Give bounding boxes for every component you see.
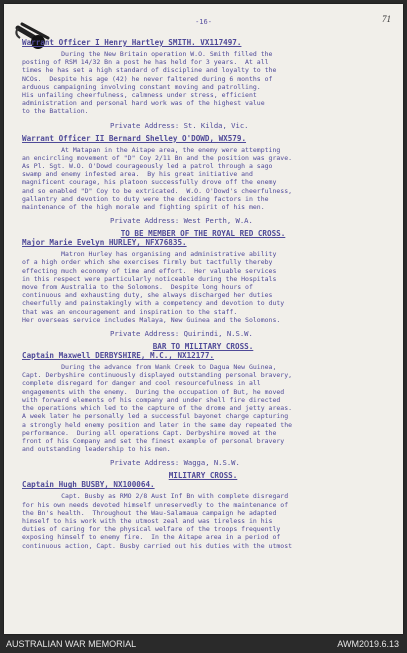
citation-section — [22, 238, 384, 338]
archive-footer — [0, 637, 407, 653]
award-heading: MILITARY CROSS. — [168, 471, 238, 481]
corner-annotation: 71 — [382, 14, 391, 24]
award-heading: TO BE MEMBER OF THE ROYAL RED CROSS. — [120, 229, 286, 239]
recipient-heading: Warrant Officer II Bernard Shelley O'DOWD, WX579. — [22, 133, 247, 143]
citation-section — [22, 342, 384, 351]
private-address: Private Address: Quirindi, N.S.W. — [110, 329, 253, 339]
footer-institution: AUSTRALIAN WAR MEMORIAL — [6, 639, 137, 649]
document-body — [22, 38, 384, 550]
citation-section — [22, 134, 384, 226]
recipient-heading: Captain Maxwell DERBYSHIRE, M.C., NX12177. — [22, 351, 215, 361]
citation-section — [22, 229, 384, 238]
recipient-heading: Warrant Officer I Henry Hartley SMITH. VX117497. — [22, 38, 242, 47]
document-page — [4, 4, 403, 634]
recipient-heading: Major Marie Evelyn HURLEY, NFX76835. — [22, 238, 187, 248]
citation-section — [22, 38, 384, 130]
citation-section — [22, 480, 384, 549]
citation-section — [22, 351, 384, 467]
private-address: Private Address: Wagga, N.S.W. — [110, 458, 240, 468]
recipient-heading: Captain Hugh BUSBY, NX100064. — [22, 480, 155, 490]
private-address: Private Address: St. Kilda, Vic. — [110, 120, 249, 130]
page-number: -16- — [195, 18, 212, 26]
citation-text: During the New Britain operation W.O. Smith filled the posting of RSM 14/32 Bn a post he has held for 3 years. At all times he has set a high standard of discipline and loyalty to the NCOs. Despite his age (42) he never faltered during 6 months of arduous campaigning involving constant moving and patrolling. His unfailing cheerfulness, calmness under stress, efficient administration and personal hard work was of the highest value to the Battalion. — [22, 50, 277, 116]
citation-section — [22, 471, 384, 480]
citation-text: At Matapan in the Aitape area, the enemy were attempting an encircling movement of "D" Coy 2/11 Bn and the position was grave. As Pl. Sgt. W.O. O'Dowd courageously led a patrol through a sago swamp and enemy infested area. By his great initiative and magnificent courage, his platoon successfully drove off the enemy and so enabled "D" Coy to be extricated. W.O. O'Dowd's cheerfulness, gallantry and devotion to duty were the deciding factors in the maintenance of the high morale and fighting spirit of his men. — [22, 145, 293, 212]
citation-text: Matron Hurley has organising and administrative ability of a high order which she exercises firmly but tactfully thereby effecting much economy of time and effort. Her valuable services in this respect were particularly noticeable during the Hospitals move from Australia to the Solomons. Despite long hours of continuous and exhausting duty, she always discharged her duties cheerfully and painstakingly with a competency and devotion to duty that was an encouragement and inspiration to the staff. Her overseas service includes Malaya, New Guinea and the Solomons. — [22, 250, 285, 324]
citation-text: Capt. Busby as RMO 2/8 Aust Inf Bn with complete disregard for his own needs devoted himself unreservedly to the maintenance of the Bn's health. Throughout the Wau-Salamaua campaign he adapted himself to his work with the utmost zeal and was tireless in his duties of caring for the physical welfare of the troops frequently exposing himself to enemy fire. In the Aitape area in a period of continuous action, Capt. Busby carried out his duties with the utmost — [22, 492, 293, 550]
private-address: Private Address: West Perth, W.A. — [110, 216, 253, 226]
award-heading: BAR TO MILITARY CROSS. — [152, 342, 254, 352]
footer-reference: AWM2019.6.13 — [337, 639, 399, 649]
citation-text: During the advance from Wank Creek to Dagua New Guinea, Capt. Derbyshire continuously displayed outstanding personal bravery, complete disregard for danger and cool resourcefulness in all engagements with the enemy. During the occupation of But, he moved with forward elements of his company and under shell fire directed the operations which led to the capture of the drome and jetty areas. A week later he personally led a successful bayonet charge capturing a strongly held enemy position and later in the same day repeated the performance. During all operations Capt. Derbyshire moved at the front of his Company and set the finest example of personal bravery and outstanding leadership to his men. — [22, 363, 293, 454]
